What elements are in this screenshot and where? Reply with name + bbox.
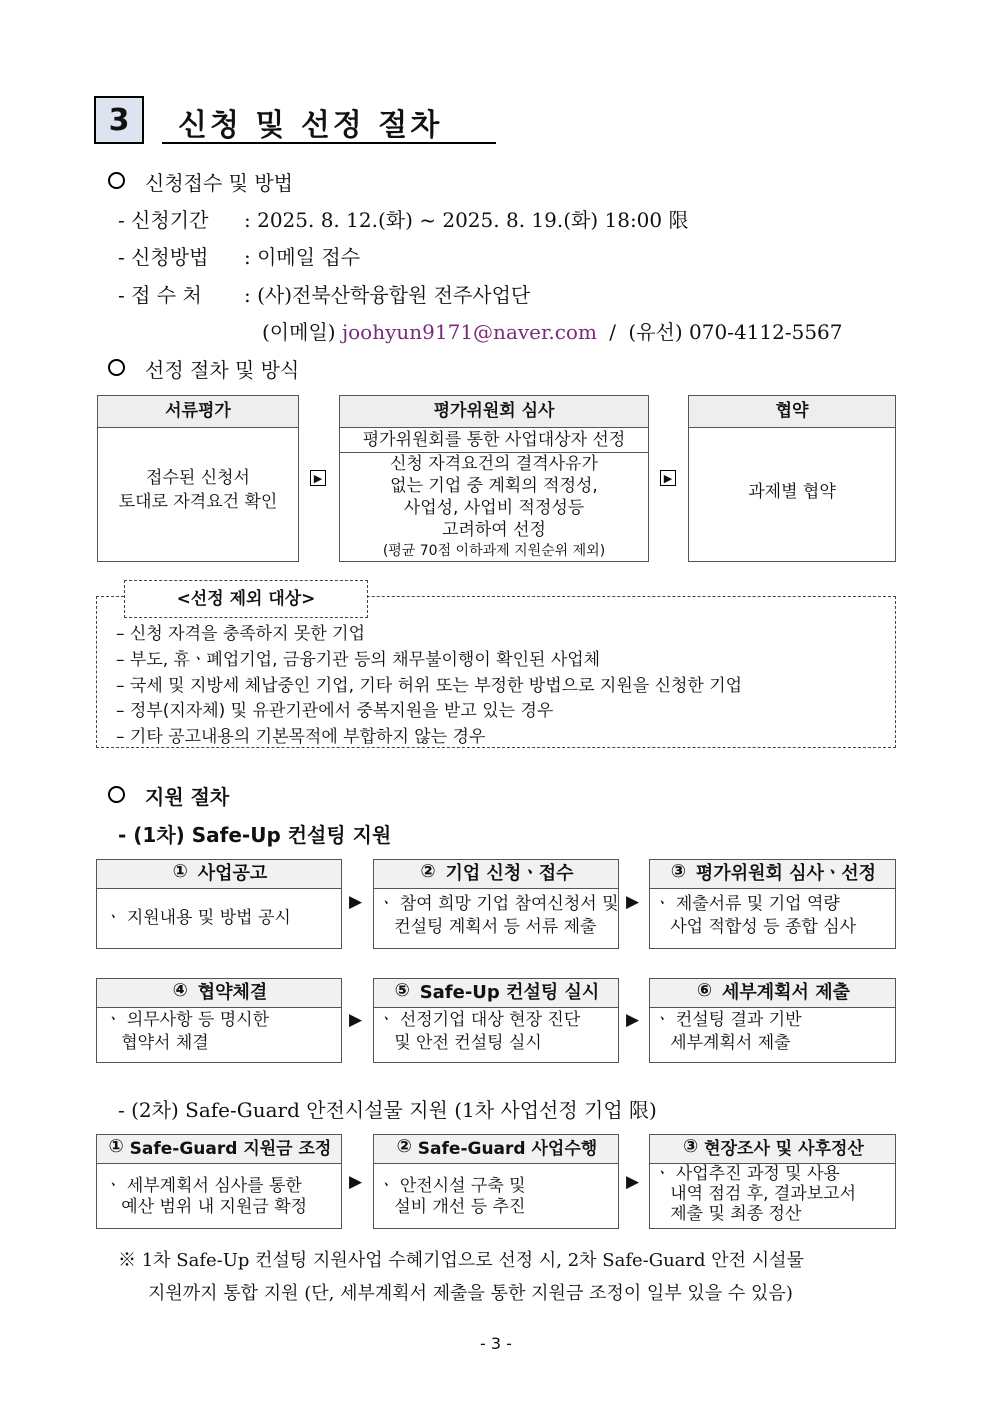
step-line: 없는 기업 중 계획의 적정성, bbox=[390, 476, 598, 496]
arrow-right-icon: ▶ bbox=[626, 1010, 640, 1030]
step-line: ㆍ 의무사항 등 명시한 bbox=[105, 1010, 270, 1030]
contact-row bbox=[262, 316, 843, 345]
step-line: 제출 및 최종 정산 bbox=[654, 1204, 802, 1224]
exclusion-item: – 국세 및 지방세 체납중인 기업, 기타 허위 또는 부정한 방법으로 지원을 신청한 기업 bbox=[116, 676, 743, 696]
arrow-right-icon: ▶ bbox=[626, 1172, 640, 1192]
phase1-step-4 bbox=[96, 978, 342, 1063]
step-body bbox=[689, 428, 895, 504]
step-title: Safe-Guard 사업수행 bbox=[417, 1139, 598, 1159]
step-subtitle: 평가위원회를 통한 사업대상자 선정 bbox=[340, 428, 648, 453]
place-row bbox=[118, 279, 531, 308]
step-header bbox=[374, 979, 618, 1008]
circle-bullet-icon bbox=[108, 359, 125, 376]
step-line: ㆍ 사업추진 과정 및 사용 bbox=[654, 1164, 840, 1184]
step-line: 컨설팅 계획서 등 서류 제출 bbox=[378, 917, 597, 937]
exclusion-item: – 신청 자격을 충족하지 못한 기업 bbox=[116, 624, 366, 644]
exclusion-item: – 정부(지자체) 및 유관기관에서 중복지원을 받고 있는 경우 bbox=[116, 701, 554, 721]
step-body bbox=[98, 428, 298, 514]
step-body bbox=[340, 453, 648, 561]
step-body bbox=[374, 889, 618, 939]
step-number: ① bbox=[108, 1136, 124, 1157]
period-label: - 신청기간 bbox=[118, 208, 209, 232]
exclusion-title: <선정 제외 대상> bbox=[124, 580, 368, 618]
step-line: 사업 적합성 등 종합 심사 bbox=[654, 917, 857, 937]
section-title: 신청 및 선정 절차 bbox=[178, 108, 443, 143]
step-title: 평가위원회 심사ㆍ선정 bbox=[695, 863, 877, 884]
step-header bbox=[374, 1135, 618, 1164]
support-note-line-1: ※ 1차 Safe-Up 컨설팅 지원사업 수혜기업으로 선정 시, 2차 Safe-Guard 안전 시설물 bbox=[118, 1250, 804, 1271]
period-row bbox=[118, 204, 689, 233]
step-title: Safe-Up 컨설팅 실시 bbox=[419, 982, 600, 1003]
step-body bbox=[374, 1164, 618, 1218]
step-line: 접수된 신청서 bbox=[146, 468, 250, 488]
step-line: 토대로 자격요건 확인 bbox=[118, 492, 278, 512]
phase1-step-5 bbox=[373, 978, 619, 1063]
exclusion-item: – 부도, 휴ㆍ폐업기업, 금융기관 등의 채무불이행이 확인된 사업체 bbox=[116, 650, 601, 670]
place-value: : (사)전북산학융합원 전주사업단 bbox=[244, 283, 531, 307]
phase2-heading: - (2차) Safe-Guard 안전시설물 지원 (1차 사업선정 기업 限) bbox=[118, 1098, 657, 1122]
step-number: ② bbox=[396, 1136, 412, 1157]
section-title-underline bbox=[162, 142, 496, 144]
phase1-heading: - (1차) Safe-Up 컨설팅 지원 bbox=[118, 823, 392, 847]
step-body bbox=[97, 889, 341, 930]
step-number: ③ bbox=[683, 1136, 699, 1157]
step-line: 사업성, 사업비 적정성등 bbox=[403, 498, 585, 518]
step-body bbox=[374, 1008, 618, 1055]
step-header bbox=[97, 979, 341, 1008]
step-line: ㆍ 참여 희망 기업 참여신청서 및 bbox=[378, 894, 619, 914]
method-value: : 이메일 접수 bbox=[244, 245, 361, 269]
step-line: 예산 범위 내 지원금 확정 bbox=[105, 1197, 308, 1217]
contact-separator: / bbox=[609, 320, 617, 344]
step-title: 협약 bbox=[689, 396, 895, 428]
step-title: 사업공고 bbox=[197, 863, 268, 884]
step-number: ② bbox=[420, 861, 436, 882]
arrow-right-icon: ▶ bbox=[349, 1010, 363, 1030]
step-line: 협약서 체결 bbox=[105, 1033, 209, 1053]
arrow-right-icon: ▶ bbox=[349, 892, 363, 912]
selection-heading bbox=[108, 354, 299, 383]
step-line: ㆍ 컨설팅 결과 기반 bbox=[654, 1010, 802, 1030]
step-line: 고려하여 선정 bbox=[442, 520, 546, 540]
step-title: 서류평가 bbox=[98, 396, 298, 428]
step-header bbox=[650, 860, 895, 889]
step-title: 협약체결 bbox=[197, 982, 268, 1003]
phase2-step-3 bbox=[649, 1134, 896, 1229]
section-number-box: 3 bbox=[94, 96, 144, 144]
step-line: ㆍ 세부계획서 심사를 통한 bbox=[105, 1176, 302, 1196]
arrow-right-icon: ▶ bbox=[310, 470, 326, 486]
step-note: (평균 70점 이하과제 지원순위 제외) bbox=[382, 543, 606, 559]
step-title: 현장조사 및 사후정산 bbox=[704, 1139, 864, 1159]
arrow-right-icon: ▶ bbox=[626, 892, 640, 912]
step-title: Safe-Guard 지원금 조정 bbox=[129, 1139, 332, 1159]
selection-heading-text: 선정 절차 및 방식 bbox=[145, 358, 300, 382]
step-number: ③ bbox=[670, 861, 687, 882]
support-heading-text: 지원 절차 bbox=[145, 785, 230, 809]
step-header bbox=[650, 979, 895, 1008]
step-line: 과제별 협약 bbox=[748, 482, 836, 502]
phase2-step-2 bbox=[373, 1134, 619, 1229]
step-line: ㆍ 안전시설 구축 및 bbox=[378, 1176, 526, 1196]
circle-bullet-icon bbox=[108, 172, 125, 189]
apply-heading-text: 신청접수 및 방법 bbox=[145, 171, 293, 195]
arrow-right-icon: ▶ bbox=[660, 470, 676, 486]
step-committee-review bbox=[339, 395, 649, 562]
step-line: ㆍ 제출서류 및 기업 역량 bbox=[654, 894, 840, 914]
phase1-step-6 bbox=[649, 978, 896, 1063]
arrow-right-icon: ▶ bbox=[349, 1172, 363, 1192]
step-line: 및 안전 컨설팅 실시 bbox=[378, 1033, 542, 1053]
step-header bbox=[374, 860, 618, 889]
place-label: - 접 수 처 bbox=[118, 283, 202, 307]
support-heading bbox=[108, 781, 229, 810]
phase2-step-1 bbox=[96, 1134, 342, 1229]
step-agreement bbox=[688, 395, 896, 562]
support-note-line-2: 지원까지 통합 지원 (단, 세부계획서 제출을 통한 지원금 조정이 일부 있을 수 있음) bbox=[148, 1283, 793, 1304]
exclusion-item: – 기타 공고내용의 기본목적에 부합하지 않는 경우 bbox=[116, 727, 486, 747]
step-body bbox=[97, 1164, 341, 1218]
circle-bullet-icon bbox=[108, 786, 125, 803]
phone-number: (유선) 070-4112-5567 bbox=[628, 320, 843, 344]
step-title: 평가위원회 심사 bbox=[340, 396, 648, 428]
step-number: ① bbox=[172, 861, 188, 882]
step-body bbox=[650, 1164, 895, 1224]
step-body bbox=[97, 1008, 341, 1055]
phase1-step-2 bbox=[373, 859, 619, 949]
step-header bbox=[97, 1135, 341, 1164]
step-line: 설비 개선 등 추진 bbox=[378, 1197, 526, 1217]
step-number: ⑥ bbox=[696, 980, 713, 1001]
method-label: - 신청방법 bbox=[118, 245, 209, 269]
step-line: 신청 자격요건의 결격사유가 bbox=[390, 454, 598, 474]
step-number: ④ bbox=[172, 980, 188, 1001]
step-title: 세부계획서 제출 bbox=[722, 982, 850, 1003]
step-line: 세부계획서 제출 bbox=[654, 1033, 791, 1053]
step-number: ⑤ bbox=[394, 980, 410, 1001]
step-line: ㆍ 선정기업 대상 현장 진단 bbox=[378, 1010, 581, 1030]
email-link[interactable]: joohyun9171@naver.com bbox=[341, 320, 597, 344]
period-value: : 2025. 8. 12.(화) ~ 2025. 8. 19.(화) 18:00 限 bbox=[244, 208, 689, 232]
step-body bbox=[650, 1008, 895, 1055]
email-prefix: (이메일) bbox=[262, 320, 336, 344]
step-document-review bbox=[97, 395, 299, 562]
page-number: - 3 - bbox=[480, 1334, 512, 1353]
step-line: 내역 점검 후, 결과보고서 bbox=[654, 1184, 857, 1204]
step-header bbox=[97, 860, 341, 889]
phase1-step-1 bbox=[96, 859, 342, 949]
apply-heading bbox=[108, 167, 293, 196]
phase1-step-3 bbox=[649, 859, 896, 949]
step-line: ㆍ 지원내용 및 방법 공시 bbox=[105, 908, 291, 928]
step-title: 기업 신청ㆍ접수 bbox=[445, 863, 574, 884]
step-body bbox=[650, 889, 895, 939]
method-row bbox=[118, 241, 361, 270]
step-header bbox=[650, 1135, 895, 1164]
